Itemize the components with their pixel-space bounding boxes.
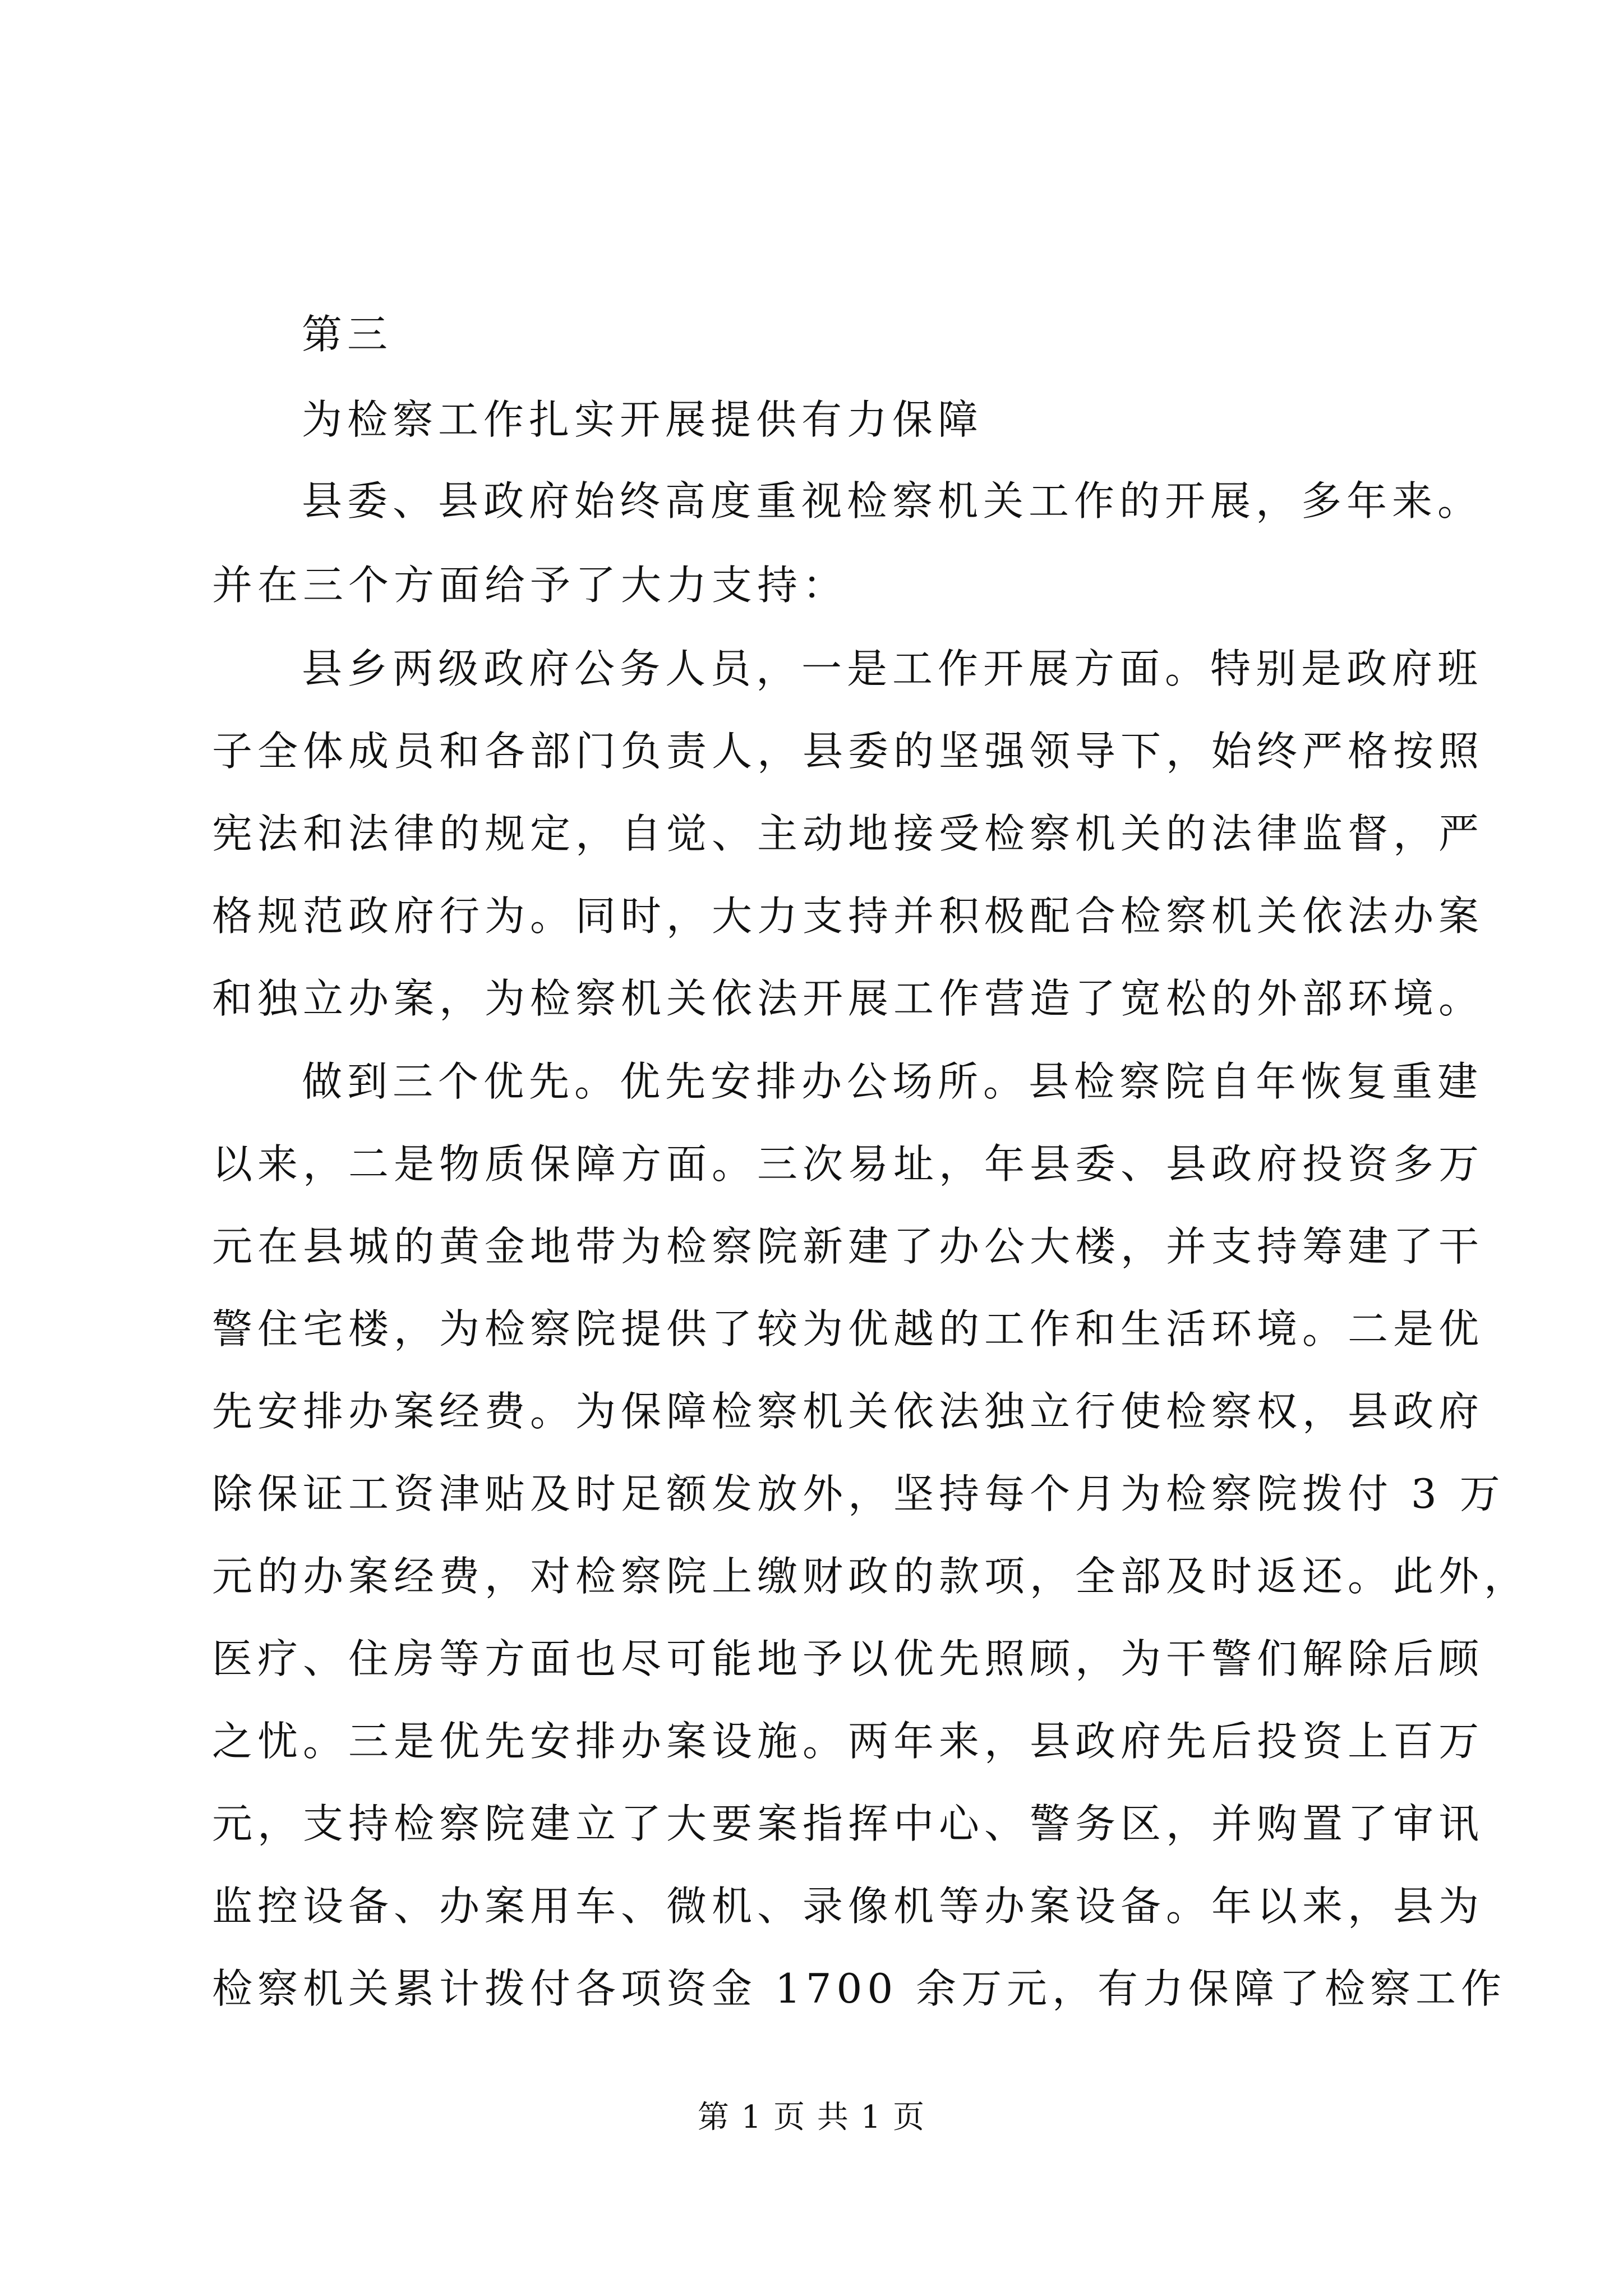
paragraph-line: 之忧。三是优先安排办案设施。两年来，县政府先后投资上百万 <box>212 1718 1484 1765</box>
paragraph-line: 除保证工资津贴及时足额发放外，坚持每个月为检察院拨付 3 万 <box>212 1470 1505 1517</box>
paragraph-line: 并在三个方面给予了大力支持： <box>212 562 849 609</box>
paragraph-line: 元在县城的黄金地带为检察院新建了办公大楼，并支持筹建了干 <box>212 1223 1484 1270</box>
paragraph-line: 宪法和法律的规定，自觉、主动地接受检察机关的法律监督，严 <box>212 810 1484 857</box>
paragraph-line: 检察机关累计拨付各项资金 1700 余万元，有力保障了检察工作 <box>212 1965 1507 2012</box>
paragraph-line: 以来，二是物质保障方面。三次易址，年县委、县政府投资多万 <box>212 1140 1484 1188</box>
paragraph-line: 元的办案经费，对检察院上缴财政的款项，全部及时返还。此外， <box>212 1553 1530 1600</box>
paragraph-line: 格规范政府行为。同时，大力支持并积极配合检察机关依法办案 <box>212 892 1484 940</box>
paragraph-line: 和独立办案，为检察机关依法开展工作营造了宽松的外部环境。 <box>212 975 1484 1022</box>
paragraph-line: 医疗、住房等方面也尽可能地予以优先照顾，为干警们解除后顾 <box>212 1635 1484 1682</box>
paragraph-line: 监控设备、办案用车、微机、录像机等办案设备。年以来，县为 <box>212 1883 1484 1930</box>
paragraph-line: 先安排办案经费。为保障检察机关依法独立行使检察权，县政府 <box>212 1388 1484 1435</box>
paragraph-line: 警住宅楼，为检察院提供了较为优越的工作和生活环境。二是优 <box>212 1305 1484 1352</box>
paragraph-line: 县乡两级政府公务人员，一是工作开展方面。特别是政府班 <box>302 645 1483 692</box>
paragraph-line: 子全体成员和各部门负责人，县委的坚强领导下，始终严格按照 <box>212 728 1484 775</box>
paragraph-line: 做到三个优先。优先安排办公场所。县检察院自年恢复重建 <box>302 1058 1483 1105</box>
page-footer: 第 1 页 共 1 页 <box>697 2099 926 2136</box>
section-number: 第三 <box>302 311 393 358</box>
paragraph-line: 元，支持检察院建立了大要案指挥中心、警务区，并购置了审讯 <box>212 1800 1484 1847</box>
section-title: 为检察工作扎实开展提供有力保障 <box>302 396 984 443</box>
paragraph-line: 县委、县政府始终高度重视检察机关工作的开展，多年来。 <box>302 477 1483 524</box>
